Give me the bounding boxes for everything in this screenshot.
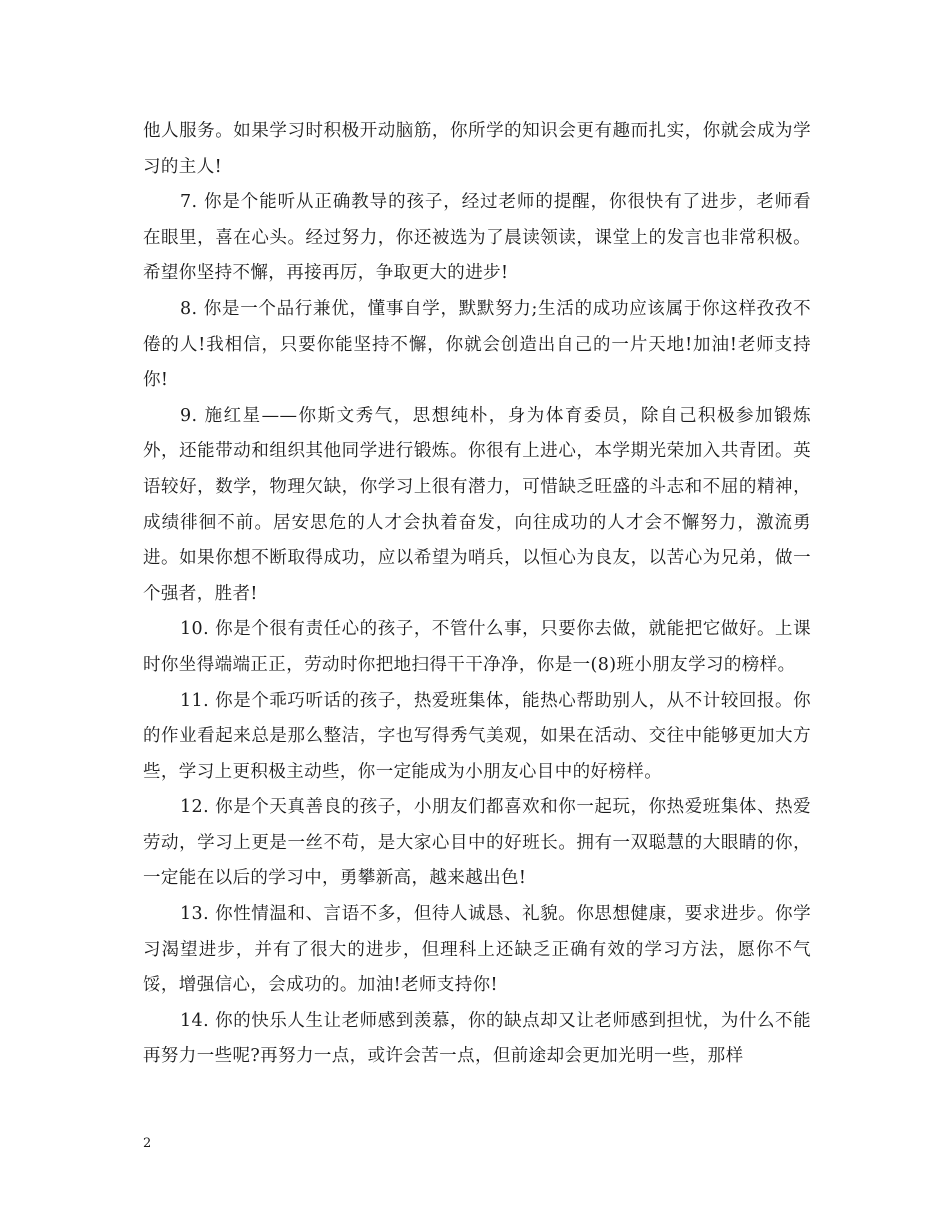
paragraph: 10. 你是个很有责任心的孩子，不管什么事，只要你去做，就能把它做好。上课时你坐得端端正正，劳动时你把地扫得干干净净，你是一(8)班小朋友学习的榜样。 [143,619,811,675]
paragraph: 7. 你是个能听从正确教导的孩子，经过老师的提醒，你很快有了进步，老师看在眼里，喜在心头。经过努力，你还被选为了晨读领读，课堂上的发言也非常积极。希望你坚持不懈，再接再厉，争取更大的进步! [143,192,811,284]
paragraph: 11. 你是个乖巧听话的孩子，热爱班集体，能热心帮助别人，从不计较回报。你的作业看起来总是那么整洁，字也写得秀气美观，如果在活动、交往中能够更加大方些，学习上更积极主动些，你一定能成为小朋友心目中的好榜样。 [143,690,811,782]
paragraph: 12. 你是个天真善良的孩子，小朋友们都喜欢和你一起玩，你热爱班集体、热爱劳动，学习上更是一丝不苟，是大家心目中的好班长。拥有一双聪慧的大眼睛的你，一定能在以后的学习中，勇攀新高，越来越出色! [143,797,811,889]
paragraph: 8. 你是一个品行兼优，懂事自学，默默努力;生活的成功应该属于你这样孜孜不倦的人!我相信，只要你能坚持不懈，你就会创造出自己的一片天地!加油!老师支持你! [143,298,811,391]
page-number: 2 [143,1136,152,1151]
paragraph: 13. 你性情温和、言语不多，但待人诚恳、礼貌。你思想健康，要求进步。你学习渴望进步，并有了很大的进步，但理科上还缺乏正确有效的学习方法，愿你不气馁，增强信心，会成功的。加油!老师支持你! [143,904,811,996]
paragraph: 他人服务。如果学习时积极开动脑筋，你所学的知识会更有趣而扎实，你就会成为学习的主人! [143,121,811,177]
paragraph: 14. 你的快乐人生让老师感到羡慕，你的缺点却又让老师感到担忧，为什么不能再努力一些呢?再努力一点，或许会苦一点，但前途却会更加光明一些，那样 [143,1010,811,1067]
document-body [143,114,811,1075]
paragraph: 9. 施红星——你斯文秀气，思想纯朴，身为体育委员，除自己积极参加锻炼外，还能带动和组织其他同学进行锻炼。你很有上进心，本学期光荣加入共青团。英语较好，数学，物理欠缺，你学习上很有潜力，可惜缺乏旺盛的斗志和不屈的精神，成绩徘徊不前。居安思危的人才会执着奋发，向往成功的人才会不懈努力，激流勇进。如果你想不断取得成功，应以希望为哨兵，以恒心为良友，以苦心为兄弟，做一个强者，胜者! [143,405,811,604]
